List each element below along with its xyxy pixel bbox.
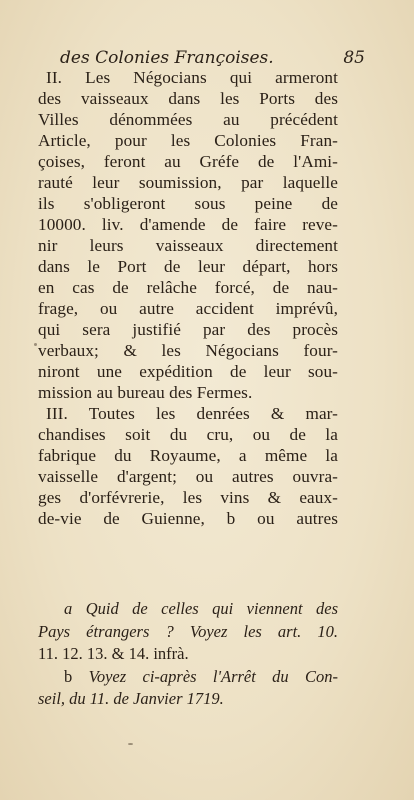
article-ii [38,67,338,403]
text-line: mission au bureau des Fermes. [38,383,253,402]
footnote-b-mark: b [64,666,73,686]
footnote-line: Pays étrangers ? Voyez les art. 10. [38,621,338,641]
footnote-a-text: Quid de celles qui viennent des [85,599,339,618]
text-line: dans le Port de leur départ, hors [38,257,338,276]
text-line: qui sera justifié par des procès [38,320,338,339]
text-line: Villes dénommées au précédent [38,110,338,129]
footnote-a [38,598,338,666]
text-line: III. Toutes les denrées & mar- [46,404,338,423]
page-number: 85 [343,48,365,68]
text-line: fabrique du Royaume, a même la [38,446,338,465]
text-line: nir leurs vaisseaux directement [38,236,338,255]
text-line: rauté leur soumission, par laquelle [38,173,338,192]
paper-speck [128,743,133,745]
running-title: des Colonies Françoises. [60,48,274,68]
text-line: ges d'orfévrerie, les vins & eaux- [38,488,338,507]
text-line: vaisselle d'argent; ou autres ouvra- [38,467,338,486]
text-line: en cas de relâche forcé, de nau- [38,278,338,297]
footnotes [38,598,338,711]
footnote-line [38,666,338,689]
text-line: de-vie de Guienne, b ou autres [38,509,338,528]
text-line: çoises, feront au Gréfe de l'Ami- [38,152,338,171]
footnote-line: 11. 12. 13. & 14. infrà. [38,644,189,663]
text-line: Article, pour les Colonies Fran- [38,131,338,150]
paper-speck [34,343,37,346]
text-line: II. Les Négocians qui armeront [46,68,338,87]
article-iii [38,403,338,529]
footnote-line: seil, du 11. de Janvier 1719. [38,689,224,708]
text-line: verbaux; & les Négocians four- [38,341,338,360]
body-text [38,67,338,529]
footnote-b-text: Voyez ci-après l'Arrêt du Con- [88,666,339,686]
text-line: 10000. liv. d'amende de faire reve- [38,215,338,234]
text-line: niront une expédition de leur sou- [38,362,338,381]
text-line: frage, ou autre accident imprévû, [38,299,338,318]
footnote-a-mark: a [64,599,73,618]
footnote-b [38,666,338,711]
text-line: chandises soit du cru, ou de la [38,425,338,444]
text-line: ils s'obligeront sous peine de [38,194,338,213]
text-line: des vaisseaux dans les Ports des [38,89,338,108]
footnote-line [38,598,338,621]
